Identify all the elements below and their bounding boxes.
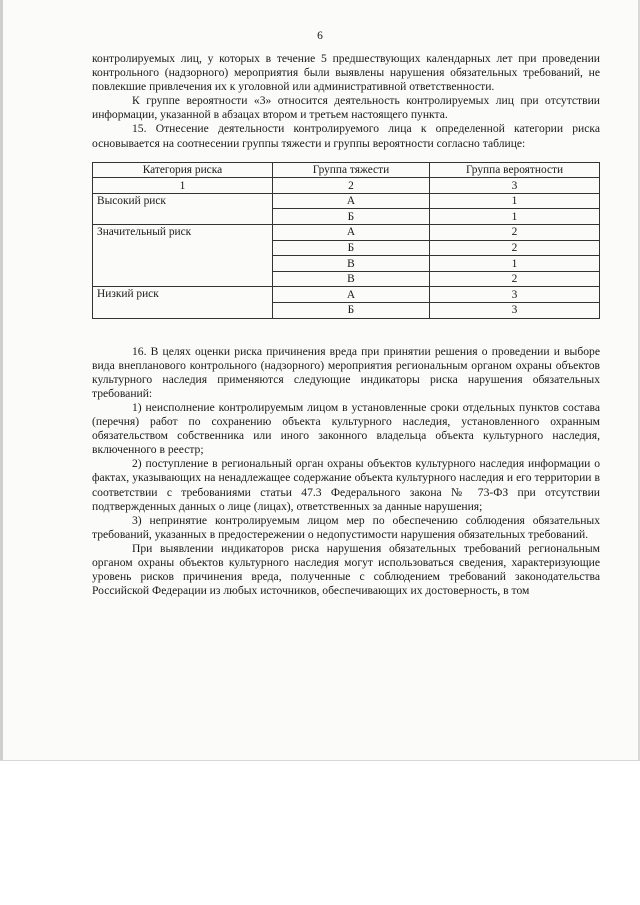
header-severity-group: Группа тяжести xyxy=(272,162,429,178)
table-row xyxy=(93,225,600,241)
risk-category-cell: Низкий риск xyxy=(93,287,273,318)
risk-category-cell: Значительный риск xyxy=(93,225,273,287)
header-probability-group: Группа вероятности xyxy=(430,162,600,178)
paragraph: контролируемых лиц, у которых в течение 5 предшествующих календарных лет при проведении контрольного (надзорного) мероприятия были выявлены нарушения обязательных требований, не повлекшие привлечения их к уголовной или административной ответственности. xyxy=(92,52,600,94)
paragraph: 15. Отнесение деятельности контролируемого лица к определенной категории риска основывается на соотнесении группы тяжести и группы вероятности согласно таблице: xyxy=(92,122,600,150)
paragraph: При выявлении индикаторов риска нарушения обязательных требований региональным органом охраны объектов культурного наследия могут использоваться сведения, характеризующие уровень рисков причинения вреда, полученные с соблюдением требований законодательства Российской Федерации из любых источников, обеспечивающих их достоверность, в том xyxy=(92,541,600,598)
header-risk-category: Категория риска xyxy=(93,162,273,178)
table-row xyxy=(93,193,600,209)
page-number: 6 xyxy=(317,30,323,42)
severity-cell: Б xyxy=(272,240,429,256)
severity-cell: А xyxy=(272,193,429,209)
table-body xyxy=(93,193,600,318)
severity-cell: В xyxy=(272,271,429,287)
paragraph: 3) непринятие контролируемым лицом мер по обеспечению соблюдения обязательных требований, указанных в предостережении о недопустимости нарушения обязательных требований. xyxy=(92,513,600,541)
document-body xyxy=(92,52,600,598)
severity-cell: Б xyxy=(272,209,429,225)
severity-cell: В xyxy=(272,256,429,272)
paragraph: 16. В целях оценки риска причинения вреда при принятии решения о проведении и выборе вида внепланового контрольного (надзорного) мероприятия региональным органом охраны объектов культурного наследия применяются следующие индикаторы риска нарушения обязательных требований: xyxy=(92,344,600,400)
risk-category-table xyxy=(92,162,600,319)
paragraphs-bottom xyxy=(92,345,600,599)
scan-edge-left xyxy=(0,0,3,760)
probability-cell: 1 xyxy=(430,256,600,272)
paragraphs-top xyxy=(92,52,600,151)
paragraph: К группе вероятности «3» относится деятельность контролируемых лиц при отсутствии информации, указанной в абзацах втором и третьем настоящего пункта. xyxy=(92,94,600,122)
table-header-row xyxy=(93,162,600,178)
severity-cell: А xyxy=(272,287,429,303)
probability-cell: 1 xyxy=(430,193,600,209)
column-number: 3 xyxy=(430,178,600,194)
column-number: 1 xyxy=(93,178,273,194)
probability-cell: 3 xyxy=(430,303,600,319)
table-row xyxy=(93,287,600,303)
probability-cell: 3 xyxy=(430,287,600,303)
probability-cell: 1 xyxy=(430,209,600,225)
risk-table-wrapper xyxy=(92,162,600,319)
table-number-row xyxy=(93,178,600,194)
paragraph: 2) поступление в региональный орган охраны объектов культурного наследия информации о фактах, указывающих на ненадлежащее содержание объекта культурного наследия и его территории в соответствии с требованиями статьи 47.3 Федерального закона № 73-ФЗ при отсутствии подтвержденных данных о лице (лицах), ответственных за данные нарушения; xyxy=(92,457,600,513)
paragraph: 1) неисполнение контролируемым лицом в установленные сроки отдельных пунктов состава (перечня) работ по сохранению объекта культурного наследия, установленного охранным обязательством собственника или иного законного владельца объекта культурного наследия, включенного в реестр; xyxy=(92,400,600,457)
probability-cell: 2 xyxy=(430,271,600,287)
column-number: 2 xyxy=(272,178,429,194)
severity-cell: А xyxy=(272,225,429,241)
probability-cell: 2 xyxy=(430,240,600,256)
probability-cell: 2 xyxy=(430,225,600,241)
risk-category-cell: Высокий риск xyxy=(93,193,273,224)
severity-cell: Б xyxy=(272,303,429,319)
